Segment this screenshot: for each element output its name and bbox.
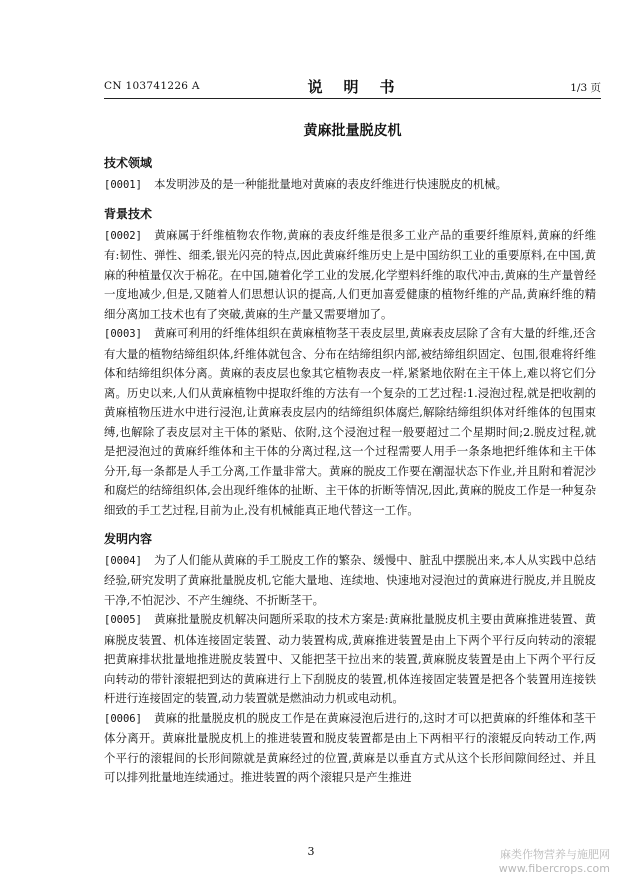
section-heading: 背景技术	[104, 207, 153, 221]
paragraph-number: [0002]	[104, 229, 142, 242]
paragraph	[104, 226, 596, 325]
paragraph-number: [0005]	[104, 614, 142, 626]
page-header	[104, 76, 601, 98]
paragraph	[104, 551, 596, 611]
paragraph-number: [0003]	[104, 328, 142, 340]
watermark-line-1: 麻类作物营养与施肥网	[500, 848, 610, 861]
paragraph	[104, 610, 596, 709]
paragraph	[104, 175, 596, 196]
watermark-line-2: www.fibercrops.com	[498, 862, 610, 875]
header-rule	[104, 98, 601, 99]
document-title: 黄麻批量脱皮机	[303, 123, 402, 139]
page-indicator: 1/3 页	[570, 82, 601, 94]
document-type: 说 明 书	[307, 78, 398, 96]
paragraph-text: 为了人们能从黄麻的手工脱皮工作的繁杂、缓慢中、脏乱中摆脱出来,本人从实践中总结经验,研究发明了黄麻批量脱皮机,它能大量地、连续地、快速地对浸泡过的黄麻进行脱皮,并且脱皮干净,不怕泥沙、不产生缠绕、不折断茎干。	[104, 552, 596, 607]
section-heading: 技术领域	[104, 156, 153, 170]
paragraph	[104, 324, 596, 520]
paragraph-text: 黄麻批量脱皮机解决问题所采取的技术方案是:黄麻批量脱皮机主要由黄麻推进装置、黄麻脱皮装置、机体连接固定装置、动力装置构成,黄麻推进装置是由上下两个平行反向转动的滚辊把黄麻排状批量地推进脱皮装置中、又能把茎干拉出来的装置,黄麻脱皮装置是由上下两个平行反向转动的带针滚辊把到达的黄麻进行上下刮脱皮的装置,机体连接固定装置是把各个装置用连接铁杆进行连接固定的装置,动力装置就是燃油动力机或电动机。	[104, 612, 596, 705]
watermark	[499, 848, 610, 876]
paragraph-number: [0006]	[104, 712, 142, 725]
paragraph-text: 黄麻的批量脱皮机的脱皮工作是在黄麻浸泡后进行的,这时才可以把黄麻的纤维体和茎干体分离开。黄麻批量脱皮机上的推进装置和脱皮装置都是由上下两相平行的滚辊反向转动工作,两个平行的滚辊间的长形间隙就是黄麻经过的位置,黄麻是以垂直方式从这个长形间隙间经过、并且可以排列批量地连续通过。推进装置的两个滚辊只是产生推进	[104, 710, 596, 784]
section-heading: 发明内容	[104, 532, 153, 546]
paragraph	[104, 709, 596, 788]
paragraph-text: 黄麻属于纤维植物农作物,黄麻的表皮纤维是很多工业产品的重要纤维原料,黄麻的纤维有:韧性、弹性、细柔,银光闪亮的特点,因此黄麻纤维历史上是中国纺织工业的重要原料,在中国,黄麻的种植量仅次于棉花。在中国,随着化学工业的发展,化学塑料纤维的取代冲击,黄麻的生产量曾经一度地减少,但是,又随着人们思想认识的提高,人们更加喜爱健康的植物纤维的产品,黄麻纤维的精细分离加工技术也有了突破,黄麻的生产量又需要增加了。	[104, 227, 596, 321]
paragraph-number: [0001]	[104, 178, 142, 191]
paragraph-number: [0004]	[104, 554, 142, 567]
document-body	[104, 146, 596, 788]
paragraph-text: 黄麻可利用的纤维体组织在黄麻植物茎干表皮层里,黄麻表皮层除了含有大量的纤维,还含有大量的植物结缔组织体,纤维体就包含、分布在结缔组织内部,被结缔组织固定、包围,很难将纤维体和结缔组织体分离。黄麻的表皮层也象其它植物表皮一样,紧紧地依附在主干体上,难以将它们分离。历史以来,人们从黄麻植物中提取纤维的方法有一个复杂的工艺过程:1.浸泡过程,就是把收割的黄麻植物压进水中进行浸泡,让黄麻表皮层内的结缔组织体腐烂,解除结缔组织体对纤维体的包围束缚,也解除了表皮层对主干体的紧贴、依附,这个浸泡过程一般要超过二个星期时间;2.脱皮过程,就是把浸泡过的黄麻纤维体和主干体的分离过程,这一个过程需要人用手一条条地把纤维体和主干体分开,每一条都是人手工分离,工作量非常大。黄麻的脱皮工作要在潮湿状态下作业,并且附和着泥沙和腐烂的结缔组织体,会出现纤维体的扯断、主干体的折断等情况,因此,黄麻的脱皮工作是一种复杂细致的手工艺过程,目前为止,没有机械能真正地代替这一工作。	[104, 326, 596, 517]
paragraph-text: 本发明涉及的是一种能批量地对黄麻的表皮纤维进行快速脱皮的机械。	[153, 176, 508, 191]
page-number: 3	[307, 845, 315, 858]
publication-number: CN 103741226 A	[104, 80, 200, 92]
